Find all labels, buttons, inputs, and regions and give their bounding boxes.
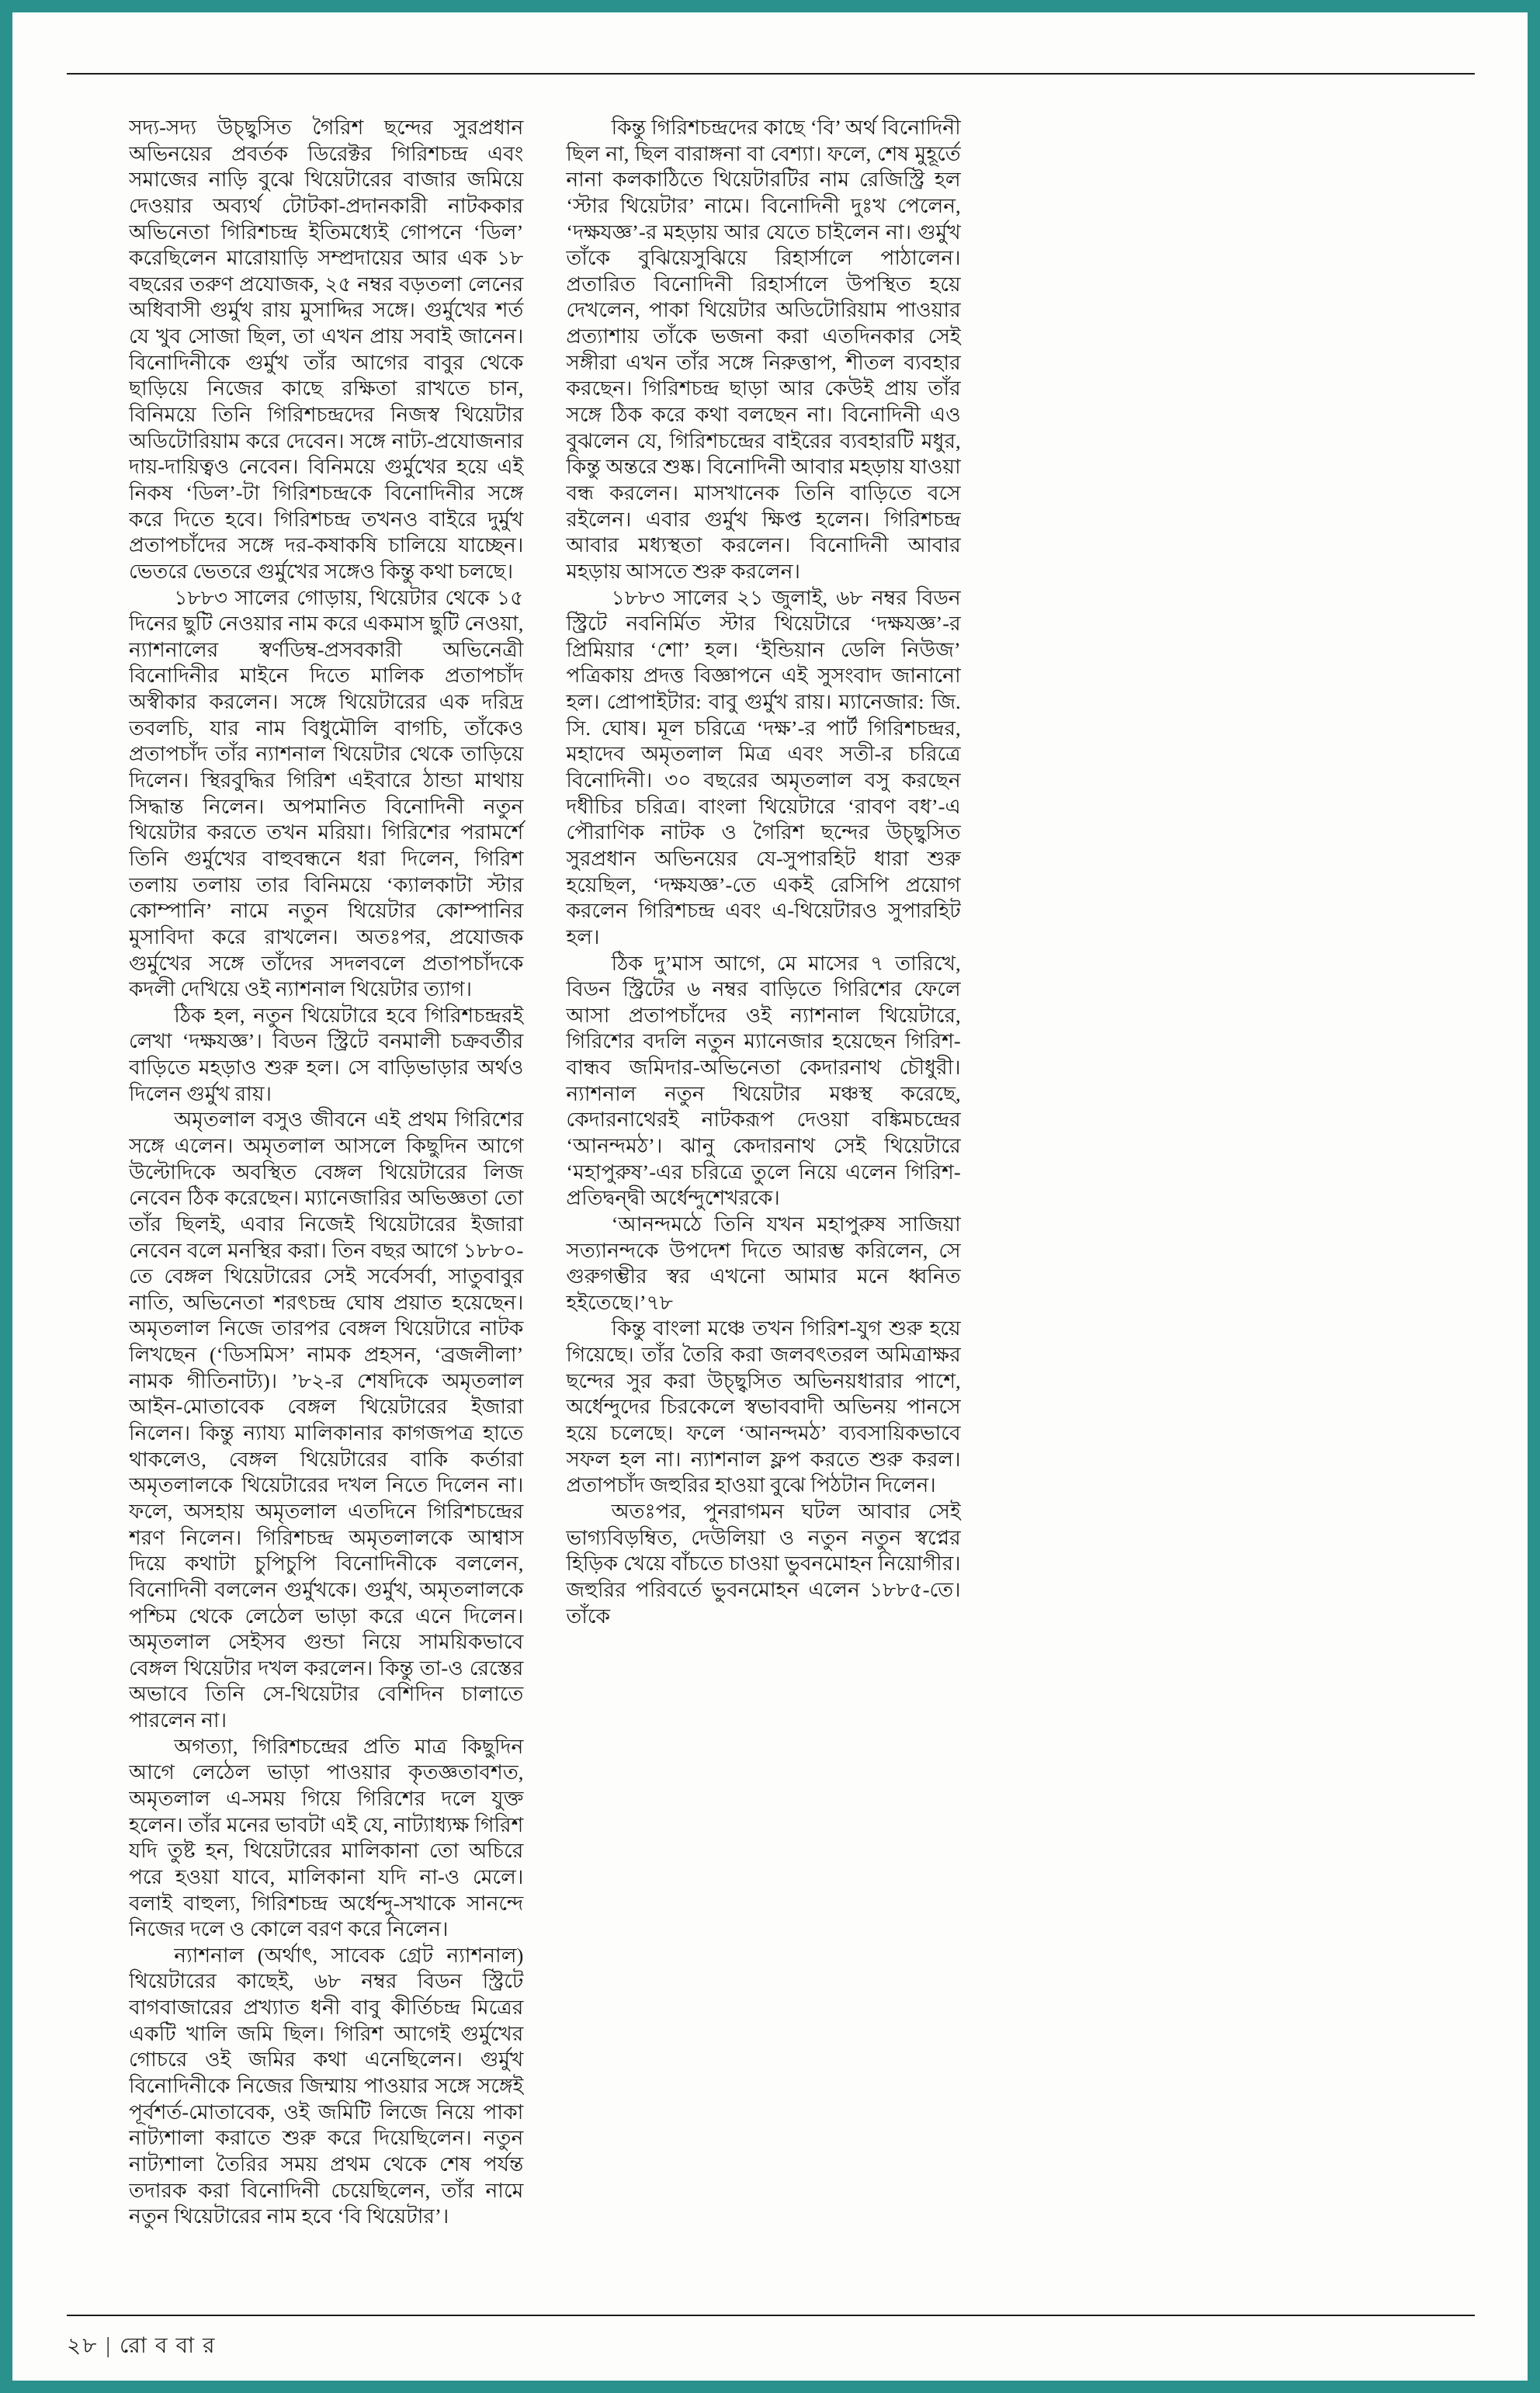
- article-paragraph: ১৮৮৩ সালের গোড়ায়, থিয়েটার থেকে ১৫ দিনের ছুটি নেওয়ার নাম করে একমাস ছুটি নেওয়া, ন্যাশনালের স্বর্ণডিম্ব-প্রসবকারী অভিনেত্রী বিনোদিনীর মাইনে দিতে মালিক প্রতাপচাঁদ অস্বীকার করলেন। সঙ্গে থিয়েটারের এক দরিদ্র তবলচি, যার নাম বিধুমৌলি বাগচি, তাঁকেও প্রতাপচাঁদ তাঁর ন্যাশনাল থিয়েটার থেকে তাড়িয়ে দিলেন। স্থিরবুদ্ধির গিরিশ এইবারে ঠান্ডা মাথায় সিদ্ধান্ত নিলেন। অপমানিত বিনোদিনী নতুন থিয়েটার করতে তখন মরিয়া। গিরিশের পরামর্শে তিনি গুর্মুখের বাহুবন্ধনে ধরা দিলেন, গিরিশ তলায় তলায় তার বিনিময়ে ‘ক্যালকাটা স্টার কোম্পানি’ নামে নতুন থিয়েটার কোম্পানির মুসাবিদা করে রাখলেন। অতঃপর, প্রযোজক গুর্মুখের সঙ্গে তাঁদের সদলবলে প্রতাপচাঁদকে কদলী দেখিয়ে ওই ন্যাশনাল থিয়েটার ত্যাগ।: [129, 585, 524, 1001]
- page-footer: [67, 2329, 1475, 2365]
- article-paragraph: কিন্তু বাংলা মঞ্চে তখন গিরিশ-যুগ শুরু হয়ে গিয়েছে। তাঁর তৈরি করা জলবৎতরল অমিত্রাক্ষর ছন্দের সুর করা উচ্ছ্বসিত অভিনয়ধারার পাশে, অর্ধেন্দুদের চিরকেলে স্বভাববাদী অভিনয় পানসে হয়ে চলেছে। ফলে ‘আনন্দমঠ’ ব্যবসায়িকভাবে সফল হল না। ন্যাশনাল ফ্লপ করতে শুরু করল। প্রতাপচাঁদ জহুরির হাওয়া বুঝে পিঠটান দিলেন।: [566, 1316, 961, 1497]
- magazine-name: রো ব বা র: [119, 2334, 217, 2358]
- footer-divider: |: [106, 2334, 112, 2358]
- page-paper: [12, 12, 1528, 2381]
- article-paragraph: ঠিক দু’মাস আগে, মে মাসের ৭ তারিখে, বিডন স্ট্রিটের ৬ নম্বর বাড়িতে গিরিশের ফেলে আসা প্রতাপচাঁদের ওই ন্যাশনাল থিয়েটারে, গিরিশের বদলি নতুন ম্যানেজার হয়েছেন গিরিশ-বান্ধব জমিদার-অভিনেতা কেদারনাথ চৌধুরী। ন্যাশনাল নতুন থিয়েটার মঞ্চস্থ করেছে, কেদারনাথেরই নাটকরূপ দেওয়া বঙ্কিমচন্দ্রের ‘আনন্দমঠ’। ঝানু কেদারনাথ সেই থিয়েটারে ‘মহাপুরুষ’-এর চরিত্রে তুলে নিয়ে এলেন গিরিশ-প্রতিদ্বন্দ্বী অর্ধেন্দুশেখরকে।: [566, 951, 961, 1210]
- article-paragraph: ‘আনন্দমঠে তিনি যখন মহাপুরুষ সাজিয়া সত্যানন্দকে উপদেশ দিতে আরম্ভ করিলেন, সে গুরুগম্ভীর স্বর এখনো আমার মনে ধ্বনিত হইতেছে।’৭৮: [566, 1212, 961, 1314]
- article-paragraph: ন্যাশনাল (অর্থাৎ, সাবেক গ্রেট ন্যাশনাল) থিয়েটারের কাছেই, ৬৮ নম্বর বিডন স্ট্রিটে বাগবাজারের প্রখ্যাত ধনী বাবু কীর্তিচন্দ্র মিত্রের একটি খালি জমি ছিল। গিরিশ আগেই গুর্মুখের গোচরে ওই জমির কথা এনেছিলেন। গুর্মুখ বিনোদিনীকে নিজের জিম্মায় পাওয়ার সঙ্গে সঙ্গেই পূর্বশর্ত-মোতাবেক, ওই জমিটি লিজে নিয়ে পাকা নাট্যশালা করাতে শুরু করে দিয়েছিলেন। নতুন নাট্যশালা তৈরির সময় প্রথম থেকে শেষ পর্যন্ত তদারক করা বিনোদিনী চেয়েছিলেন, তাঁর নামে নতুন থিয়েটারের নাম হবে ‘বি থিয়েটার’।: [129, 1943, 524, 2228]
- article-paragraph: সদ্য-সদ্য উচ্ছ্বসিত গৈরিশ ছন্দের সুরপ্রধান অভিনয়ের প্রবর্তক ডিরেক্টর গিরিশচন্দ্র এবং সমাজের নাড়ি বুঝে থিয়েটারের বাজার জমিয়ে দেওয়ার অব্যর্থ টোটকা-প্রদানকারী নাটককার অভিনেতা গিরিশচন্দ্র ইতিমধ্যেই গোপনে ‘ডিল’ করেছিলেন মারোয়াড়ি সম্প্রদায়ের আর এক ১৮ বছরের তরুণ প্রযোজক, ২৫ নম্বর বড়তলা লেনের অধিবাসী গুর্মুখ রায় মুসাদ্দির সঙ্গে। গুর্মুখের শর্ত যে খুব সোজা ছিল, তা এখন প্রায় সবাই জানেন। বিনোদিনীকে গুর্মুখ তাঁর আগের বাবুর থেকে ছাড়িয়ে নিজের কাছে রক্ষিতা রাখতে চান, বিনিময়ে তিনি গিরিশচন্দ্রদের নিজস্ব থিয়েটার অডিটোরিয়াম করে দেবেন। সঙ্গে নাট্য-প্রযোজনার দায়-দায়িত্বও নেবেন। বিনিময়ে গুর্মুখের হয়ে এই নিকষ ‘ডিল’-টা গিরিশচন্দ্রকে বিনোদিনীর সঙ্গে করে দিতে হবে। গিরিশচন্দ্র তখনও বাইরে দুর্মুখ প্রতাপচাঁদের সঙ্গে দর-কষাকষি চালিয়ে যাচ্ছেন। ভেতরে ভেতরে গুর্মুখের সঙ্গেও কিন্তু কথা চলছে।: [129, 116, 524, 583]
- article-paragraph: কিন্তু গিরিশচন্দ্রদের কাছে ‘বি’ অর্থ বিনোদিনী ছিল না, ছিল বারাঙ্গনা বা বেশ্যা। ফলে, শেষ মুহূর্তে নানা কলকাঠিতে থিয়েটারটির নাম রেজিস্ট্রি হল ‘স্টার থিয়েটার’ নামে। বিনোদিনী দুঃখ পেলেন, ‘দক্ষযজ্ঞ’-র মহড়ায় আর যেতে চাইলেন না। গুর্মুখ তাঁকে বুঝিয়েসুঝিয়ে রিহার্সালে পাঠালেন। প্রতারিত বিনোদিনী রিহার্সালে উপস্থিত হয়ে দেখলেন, পাকা থিয়েটার অডিটোরিয়াম পাওয়ার প্রত্যাশায় তাঁকে ভজনা করা এতদিনকার সেই সঙ্গীরা এখন তাঁর সঙ্গে নিরুত্তাপ, শীতল ব্যবহার করছেন। গিরিশচন্দ্র ছাড়া আর কেউই প্রায় তাঁর সঙ্গে ঠিক করে কথা বলছেন না। বিনোদিনী এও বুঝলেন যে, গিরিশচন্দ্রের বাইরের ব্যবহারটি মধুর, কিন্তু অন্তরে শুষ্ক। বিনোদিনী আবার মহড়ায় যাওয়া বন্ধ করলেন। মাসখানেক তিনি বাড়িতে বসে রইলেন। এবার গুর্মুখ ক্ষিপ্ত হলেন। গিরিশচন্দ্র আবার মধ্যস্থতা করলেন। বিনোদিনী আবার মহড়ায় আসতে শুরু করলেন।: [566, 116, 961, 583]
- page-number: ২৮: [67, 2334, 99, 2358]
- footer-rule: [67, 2315, 1475, 2316]
- top-rule: [67, 73, 1475, 75]
- page-content: [67, 73, 1475, 2365]
- article-paragraph: ঠিক হল, নতুন থিয়েটারে হবে গিরিশচন্দ্ররই লেখা ‘দক্ষযজ্ঞ’। বিডন স্ট্রিটে বনমালী চক্রবর্তীর বাড়িতে মহড়াও শুরু হল। সে বাড়িভাড়ার অর্থও দিলেন গুর্মুখ রায়।: [129, 1003, 524, 1105]
- article-paragraph: অগত্যা, গিরিশচন্দ্রের প্রতি মাত্র কিছুদিন আগে লেঠেল ভাড়া পাওয়ার কৃতজ্ঞতাবশত, অমৃতলাল এ-সময় গিয়ে গিরিশের দলে যুক্ত হলেন। তাঁর মনের ভাবটা এই যে, নাট্যাধ্যক্ষ গিরিশ যদি তুষ্ট হন, থিয়েটারের মালিকানা তো অচিরে পরে হওয়া যাবে, মালিকানা যদি না-ও মেলে। বলাই বাহুল্য, গিরিশচন্দ্র অর্ধেন্দু-সখাকে সানন্দে নিজের দলে ও কোলে বরণ করে নিলেন।: [129, 1734, 524, 1941]
- article-paragraph: অতঃপর, পুনরাগমন ঘটল আবার সেই ভাগ্যবিড়ম্বিত, দেউলিয়া ও নতুন নতুন স্বপ্নের হিড়িক খেয়ে বাঁচতে চাওয়া ভুবনমোহন নিয়োগীর। জহুরির পরিবর্তে ভুবনমোহন এলেন ১৮৮৫-তে। তাঁকে: [566, 1499, 961, 1628]
- article-paragraph: অমৃতলাল বসুও জীবনে এই প্রথম গিরিশের সঙ্গে এলেন। অমৃতলাল আসলে কিছুদিন আগে উল্টোদিকে অবস্থিত বেঙ্গল থিয়েটারের লিজ নেবেন ঠিক করেছেন। ম্যানেজারির অভিজ্ঞতা তো তাঁর ছিলই, এবার নিজেই থিয়েটারের ইজারা নেবেন বলে মনস্থির করা। তিন বছর আগে ১৮৮০-তে বেঙ্গল থিয়েটারের সেই সর্বেসর্বা, সাতুবাবুর নাতি, অভিনেতা শরৎচন্দ্র ঘোষ প্রয়াত হয়েছেন। অমৃতলাল নিজে তারপর বেঙ্গল থিয়েটারে নাটক লিখছেন (‘ডিসমিস’ নামক প্রহসন, ‘ব্রজলীলা’ নামক গীতিনাট্য)। ’৮২-র শেষদিকে অমৃতলাল আইন-মোতাবেক বেঙ্গল থিয়েটারের ইজারা নিলেন। কিন্তু ন্যায্য মালিকানার কাগজপত্র হাতে থাকলেও, বেঙ্গল থিয়েটারের বাকি কর্তারা অমৃতলালকে থিয়েটারের দখল নিতে দিলেন না। ফলে, অসহায় অমৃতলাল এতদিনে গিরিশচন্দ্রের শরণ নিলেন। গিরিশচন্দ্র অমৃতলালকে আশ্বাস দিয়ে কথাটা চুপিচুপি বিনোদিনীকে বললেন, বিনোদিনী বললেন গুর্মুখকে। গুর্মুখ, অমৃতলালকে পশ্চিম থেকে লেঠেল ভাড়া করে এনে দিলেন। অমৃতলাল সেইসব গুন্ডা নিয়ে সাময়িকভাবে বেঙ্গল থিয়েটার দখল করলেন। কিন্তু তা-ও রেস্তের অভাবে তিনি সে-থিয়েটার বেশিদিন চালাতে পারলেন না।: [129, 1108, 524, 1732]
- article-paragraph: ১৮৮৩ সালের ২১ জুলাই, ৬৮ নম্বর বিডন স্ট্রিটে নবনির্মিত স্টার থিয়েটারে ‘দক্ষযজ্ঞ’-র প্রিমিয়ার ‘শো’ হল। ‘ইন্ডিয়ান ডেলি নিউজ’ পত্রিকায় প্রদত্ত বিজ্ঞাপনে এই সুসংবাদ জানানো হল। প্রোপাইটার: বাবু গুর্মুখ রায়। ম্যানেজার: জি. সি. ঘোষ। মূল চরিত্রে ‘দক্ষ’-র পার্ট গিরিশচন্দ্রর, মহাদেব অমৃতলাল মিত্র এবং সতী-র চরিত্রে বিনোদিনী। ৩০ বছরের অমৃতলাল বসু করছেন দধীচির চরিত্র। বাংলা থিয়েটারে ‘রাবণ বধ’-এ পৌরাণিক নাটক ও গৈরিশ ছন্দের উচ্ছ্বসিত সুরপ্রধান অভিনয়ের যে-সুপারহিট ধারা শুরু হয়েছিল, ‘দক্ষযজ্ঞ’-তে একই রেসিপি প্রয়োগ করলেন গিরিশচন্দ্র এবং এ-থিয়েটারও সুপারহিট হল।: [566, 585, 961, 949]
- article-body: [129, 115, 1398, 2282]
